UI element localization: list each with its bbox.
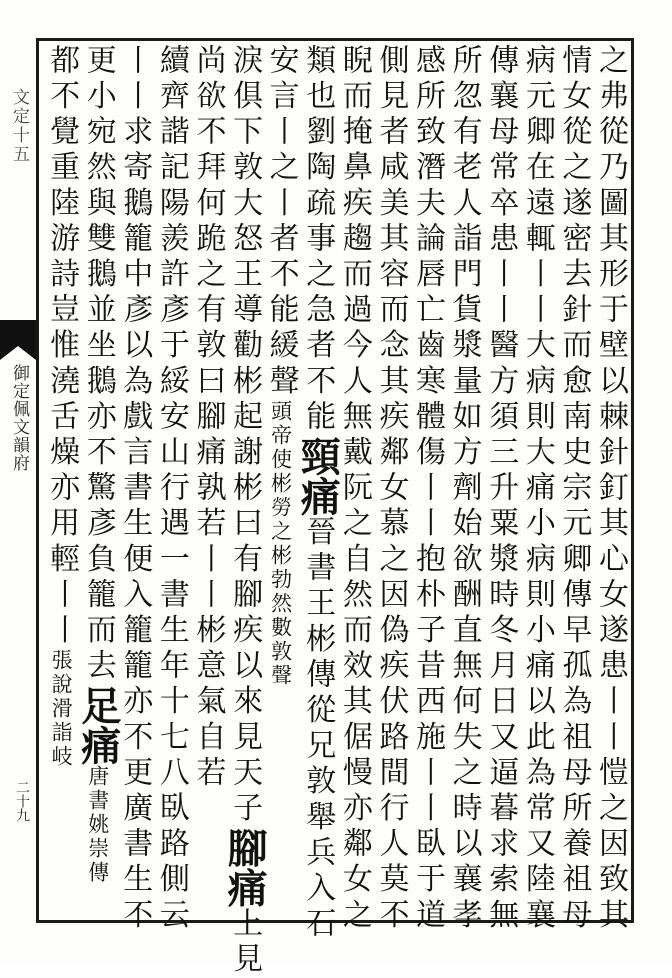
fishtail-ornament — [0, 320, 36, 360]
text-column — [482, 44, 519, 934]
text-column — [152, 44, 189, 934]
page-margin-strip — [0, 38, 36, 923]
text-segment: 之弗從乃圖其形于壁以棘針釘其心女遂患丨丨愷之因致其 — [593, 44, 628, 934]
text-column — [221, 44, 269, 978]
headword: 頸痛 — [294, 435, 342, 516]
text-segment: 張說滑詣岐 — [49, 649, 74, 770]
text-segment: 傳襄母常卒患丨丨醫方須三升粟漿時冬月日又逼暮求索無 — [483, 44, 519, 934]
headword: 足痛 — [74, 684, 122, 765]
text-segment: 尚欲不拜何跪之有敦曰腳痛孰若丨丨彬意氣自若 — [190, 44, 226, 792]
text-column — [43, 44, 80, 916]
text-segment: 睨而掩鼻疾趨而過今人無戴阮之自然而效其倨慢亦鄰女之 — [336, 44, 372, 934]
text-column — [294, 44, 342, 943]
text-segment: 所忽有老人詣門貨漿量如方劑始欲酬直無何失之時以襄孝 — [446, 44, 482, 934]
text-segment: 感所致潛夫論唇亡齒寒體傷丨丨抱朴子昔西施丨丨臥于道 — [410, 44, 446, 934]
text-segment: 安言丨之丨者不能緩聲 — [263, 44, 299, 400]
text-body — [42, 44, 628, 978]
text-segment: 情女從之遂密去針而愈南史宗元卿傳早孤為祖母所養祖母 — [556, 44, 592, 934]
text-segment: 病元卿在遠輒丨丨大病則大痛小病則小痛以此為常又陸襄 — [519, 44, 555, 934]
text-segment: 淚俱下敦大怒王導勸彬起謝彬曰有腳疾以來見天子 — [227, 44, 263, 828]
text-segment: 唐書姚崇傳 — [85, 764, 110, 885]
text-column — [116, 44, 153, 934]
text-column — [518, 44, 555, 934]
text-segment: 側見者咸美其容而念其疾鄰女慕之因偽疾伏路間行人莫不 — [373, 44, 409, 934]
page-number: 二十九 — [14, 780, 30, 822]
text-column — [74, 44, 122, 916]
margin-top-label: 文定十五 — [9, 88, 29, 164]
headword: 腳痛 — [221, 827, 269, 908]
text-column — [372, 44, 409, 934]
text-segment: 更小宛然與雙鵝並坐鵝亦不驚彥負籠而去 — [80, 44, 116, 685]
text-segment: 都不覺重陸游詩豈惟澆舌燥亦用輕丨丨 — [44, 44, 80, 650]
text-segment: 丨丨求寄鵝籠中彥以為戲言書生便入籠籠亦不更廣書生不 — [117, 44, 153, 934]
text-segment: 晉書王彬傳從兄敦舉兵入石 — [300, 515, 336, 943]
text-column — [591, 44, 628, 934]
text-column — [408, 44, 446, 934]
text-segment: 類也劉陶疏事之急者不能 — [300, 44, 336, 436]
text-column — [445, 44, 482, 934]
book-title: 御定佩文韻府 — [9, 364, 29, 472]
text-column — [555, 44, 592, 934]
text-segment: 頭帝使彬勞之彬勃然數敦聲 — [268, 400, 293, 688]
text-column — [189, 44, 226, 916]
text-column — [262, 44, 299, 916]
text-segment: 上見 — [227, 907, 263, 978]
text-segment: 續齊諧記陽羨許彥于綏安山行遇一書生年十七八臥路側云 — [153, 44, 189, 934]
